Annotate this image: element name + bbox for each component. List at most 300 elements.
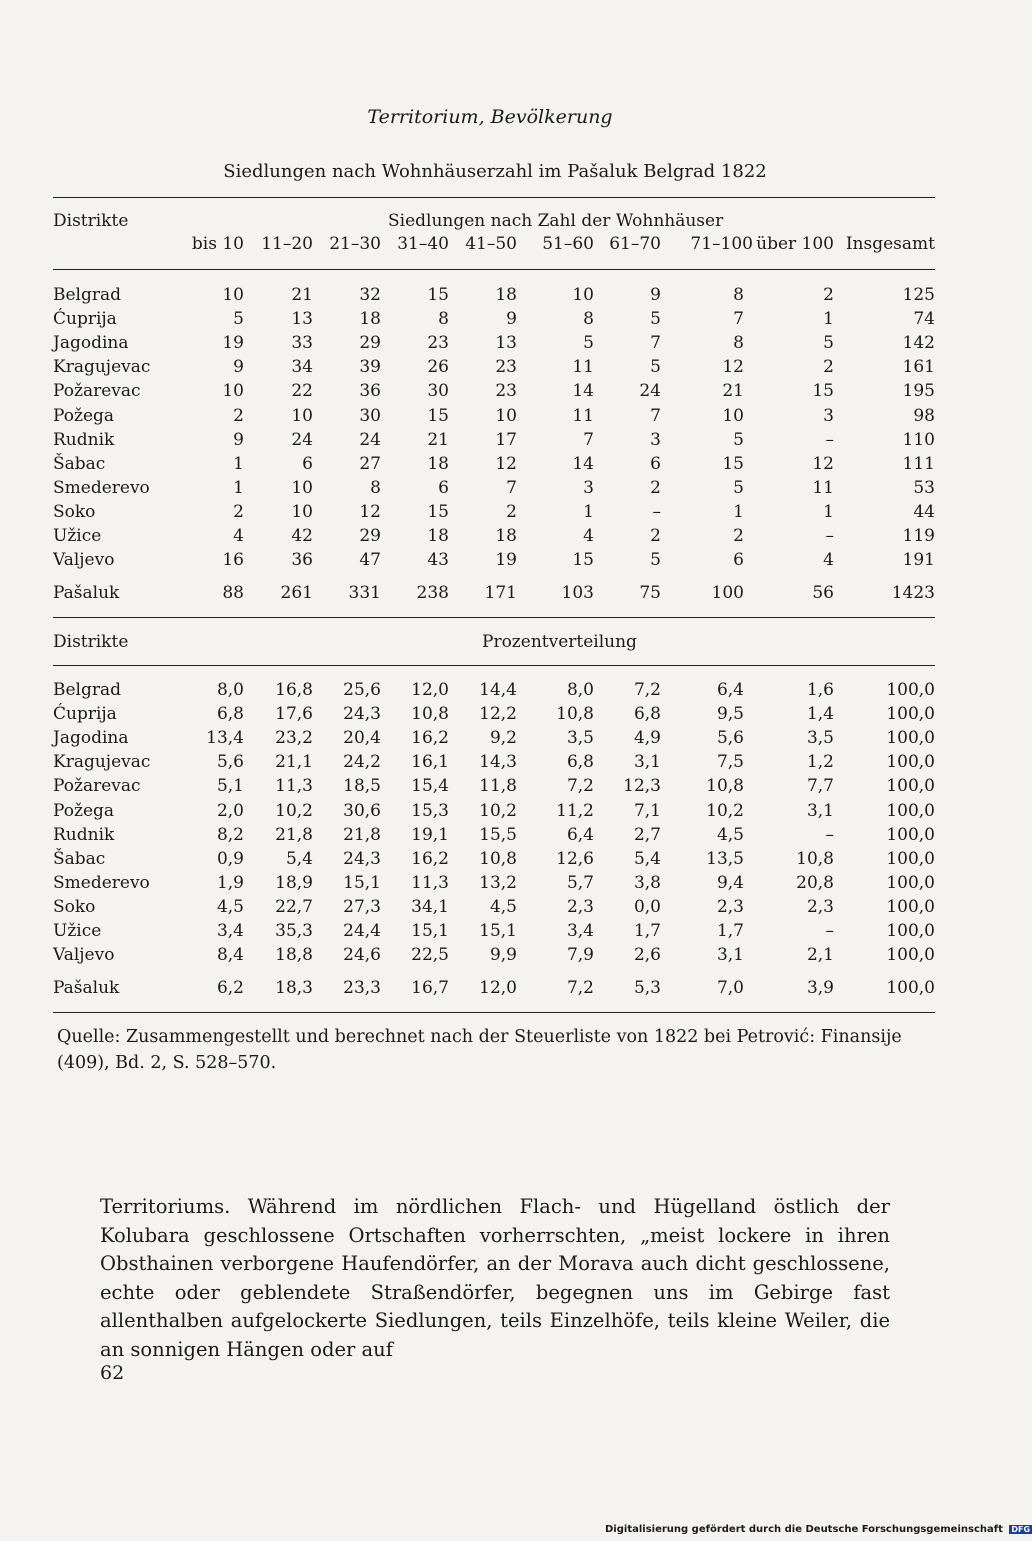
- table-cell: 14,4: [479, 680, 517, 700]
- table-cell: 16,2: [411, 728, 449, 749]
- table-cell: 8,4: [216, 945, 244, 966]
- page-number: 62: [100, 1362, 125, 1384]
- table-cell: 1,9: [216, 872, 244, 893]
- table-cell: 15,1: [343, 872, 381, 893]
- table-cell: 29: [359, 526, 381, 546]
- table-cell: 2,0: [216, 800, 244, 821]
- table-cell: 6,8: [633, 704, 661, 725]
- district-name: Jagodina: [53, 728, 129, 749]
- table-cell: 7,2: [566, 978, 594, 998]
- table-cell: 20,8: [796, 872, 834, 893]
- districts-header: Distrikte: [53, 211, 129, 231]
- table-cell: 1: [233, 453, 244, 474]
- table-cell: 191: [902, 550, 935, 571]
- table-cell: 21,8: [343, 824, 381, 845]
- table-cell: 7,9: [566, 945, 594, 966]
- column-header: über 100: [756, 234, 834, 254]
- table-cell: 10: [222, 381, 244, 402]
- table-cell: –: [652, 501, 661, 522]
- table-cell: 3: [823, 405, 834, 426]
- table-cell: 6: [438, 477, 449, 498]
- table-cell: 110: [902, 429, 935, 450]
- table-cell: 100,0: [886, 776, 935, 797]
- table-cell: 6: [302, 453, 313, 474]
- table-cell: 88: [222, 583, 244, 603]
- table-cell: 3,5: [566, 728, 594, 749]
- table-cell: 5: [650, 357, 661, 378]
- table-cell: 100: [711, 583, 744, 603]
- table-cell: 5,6: [216, 752, 244, 773]
- table-cell: 7: [650, 405, 661, 426]
- table-row: [53, 357, 937, 381]
- table-cell: 103: [561, 583, 594, 603]
- table-cell: –: [825, 824, 834, 845]
- table-cell: 6,4: [716, 680, 744, 700]
- table-cell: 100,0: [886, 978, 935, 998]
- table-cell: 3: [650, 429, 661, 450]
- table-cell: 13,2: [479, 872, 517, 893]
- table-cell: 9,9: [489, 945, 517, 966]
- table-cell: 9: [506, 309, 517, 330]
- district-name: Požega: [53, 405, 115, 426]
- table-cell: 42: [291, 526, 313, 546]
- table-title: Siedlungen nach Wohnhäuserzahl im Pašaluk Belgrad 1822: [223, 161, 767, 182]
- table-cell: 6,8: [216, 704, 244, 725]
- table-cell: 1: [583, 501, 594, 522]
- table-row: [53, 526, 937, 550]
- table-cell: 5: [650, 550, 661, 571]
- table-cell: 6,8: [566, 752, 594, 773]
- table-cell: 15,1: [411, 921, 449, 941]
- table-row: [53, 406, 937, 430]
- table-cell: 24,2: [343, 752, 381, 773]
- table-cell: 8,2: [216, 824, 244, 845]
- table-cell: 3,8: [633, 872, 661, 893]
- table-cell: 10,8: [411, 704, 449, 725]
- table-cell: 9: [233, 429, 244, 450]
- table-cell: 8: [733, 333, 744, 354]
- table-cell: 8: [370, 477, 381, 498]
- table-cell: 0,0: [633, 896, 661, 917]
- district-name: Požarevac: [53, 381, 141, 402]
- table-cell: 9: [650, 285, 661, 305]
- table-row: [53, 849, 937, 873]
- table-cell: 12: [722, 357, 744, 378]
- table-cell: 4: [823, 550, 834, 571]
- table-cell: 10,2: [275, 800, 313, 821]
- table-cell: 12,0: [479, 978, 517, 998]
- district-name: Užice: [53, 526, 102, 546]
- table-cell: 7,7: [806, 776, 834, 797]
- table-cell: 23: [495, 381, 517, 402]
- district-name: Belgrad: [53, 680, 122, 700]
- table-cell: 15,3: [411, 800, 449, 821]
- percent-header-rule: [53, 665, 935, 666]
- table-cell: 5,6: [716, 728, 744, 749]
- table-cell: 24,3: [343, 704, 381, 725]
- table-cell: 18,8: [275, 945, 313, 966]
- table-cell: 12: [812, 453, 834, 474]
- table-cell: 3,5: [806, 728, 834, 749]
- table-cell: 18: [495, 526, 517, 546]
- percent-districts-header: Distrikte: [53, 632, 129, 652]
- table-cell: 7: [506, 477, 517, 498]
- table-cell: 10,2: [706, 800, 744, 821]
- district-name: Šabac: [53, 453, 106, 474]
- table-cell: 32: [359, 285, 381, 305]
- table-cell: 16: [222, 550, 244, 571]
- table-cell: 18: [495, 285, 517, 305]
- table-cell: 13: [291, 309, 313, 330]
- district-name: Valjevo: [53, 945, 115, 966]
- column-header: Insgesamt: [845, 234, 935, 254]
- district-name: Valjevo: [53, 550, 115, 571]
- table-cell: 21: [722, 381, 744, 402]
- table-cell: 7,5: [716, 752, 744, 773]
- table-cell: 15: [427, 501, 449, 522]
- district-name: Požarevac: [53, 776, 141, 797]
- table-cell: 10: [722, 405, 744, 426]
- table-cell: 39: [359, 357, 381, 378]
- table-cell: 21: [427, 429, 449, 450]
- table-cell: 53: [913, 477, 935, 498]
- table-row: [53, 945, 937, 969]
- table-cell: 5: [233, 309, 244, 330]
- table-cell: 5: [733, 477, 744, 498]
- table-cell: 24: [359, 429, 381, 450]
- table-row: [53, 430, 937, 454]
- table-cell: 2,7: [633, 824, 661, 845]
- table-cell: 4,5: [489, 896, 517, 917]
- table-cell: 6: [733, 550, 744, 571]
- table-top-rule: [53, 197, 935, 198]
- table-cell: 34,1: [411, 896, 449, 917]
- table-cell: 4: [233, 526, 244, 546]
- table-cell: 3,4: [216, 921, 244, 941]
- table-cell: 24: [291, 429, 313, 450]
- table-cell: 27,3: [343, 896, 381, 917]
- table-cell: 2: [650, 526, 661, 546]
- district-name: Ćuprija: [53, 309, 117, 330]
- table-cell: 4,9: [633, 728, 661, 749]
- table-cell: 10,8: [479, 848, 517, 869]
- table-cell: 18: [427, 453, 449, 474]
- table-cell: 4,5: [216, 896, 244, 917]
- table-cell: 10,8: [556, 704, 594, 725]
- table-cell: 13: [495, 333, 517, 354]
- column-header: 21–30: [329, 234, 381, 254]
- table-cell: 4,5: [716, 824, 744, 845]
- table-cell: 15,4: [411, 776, 449, 797]
- table-row: [53, 502, 937, 526]
- table-cell: 21,1: [275, 752, 313, 773]
- table-row: [53, 921, 937, 945]
- table-row: [53, 550, 937, 574]
- column-header: 51–60: [542, 234, 594, 254]
- table-cell: 142: [902, 333, 935, 354]
- table-cell: 10: [291, 501, 313, 522]
- table-cell: 8,0: [566, 680, 594, 700]
- table-cell: 100,0: [886, 921, 935, 941]
- table-bottom-rule: [53, 1012, 935, 1013]
- table-cell: 12: [359, 501, 381, 522]
- table-cell: 2: [506, 501, 517, 522]
- table-cell: 1423: [891, 583, 935, 603]
- table-cell: 12,3: [623, 776, 661, 797]
- table-cell: 22,5: [411, 945, 449, 966]
- group-header: Siedlungen nach Zahl der Wohnhäuser: [388, 211, 724, 231]
- table-cell: 9,5: [716, 704, 744, 725]
- table-cell: 23,2: [275, 728, 313, 749]
- table-cell: 100,0: [886, 800, 935, 821]
- table-cell: 1: [233, 477, 244, 498]
- table-cell: 2,3: [716, 896, 744, 917]
- table-cell: 15: [812, 381, 834, 402]
- table-cell: 10,8: [706, 776, 744, 797]
- table-cell: –: [825, 526, 834, 546]
- table-row: [53, 454, 937, 478]
- table-cell: –: [825, 921, 834, 941]
- percent-group-header: Prozentverteilung: [482, 632, 637, 652]
- table-cell: 100,0: [886, 848, 935, 869]
- table-cell: 2: [233, 405, 244, 426]
- district-name: Rudnik: [53, 824, 115, 845]
- footer-text: Digitalisierung gefördert durch die Deutsche Forschungsgemeinschaft: [605, 1524, 1003, 1535]
- table-cell: 18,9: [275, 872, 313, 893]
- column-header: 71–100: [690, 234, 753, 254]
- table-cell: 21: [291, 285, 313, 305]
- table-cell: 1,7: [633, 921, 661, 941]
- table-cell: 21,8: [275, 824, 313, 845]
- table-cell: 331: [348, 583, 381, 603]
- table-cell: 29: [359, 333, 381, 354]
- table-cell: 261: [280, 583, 313, 603]
- district-name: Šabac: [53, 848, 106, 869]
- table-cell: 16,1: [411, 752, 449, 773]
- table-cell: 7,2: [633, 680, 661, 700]
- dfg-logo: DFG: [1011, 1524, 1031, 1534]
- table-cell: 11: [572, 405, 594, 426]
- table-cell: 2,1: [806, 945, 834, 966]
- table-cell: 1,7: [716, 921, 744, 941]
- table-cell: 22,7: [275, 896, 313, 917]
- table-cell: 2: [233, 501, 244, 522]
- table-cell: 5: [583, 333, 594, 354]
- table-row: [53, 309, 937, 333]
- table-cell: 24,4: [343, 921, 381, 941]
- table-cell: 3,1: [633, 752, 661, 773]
- table-cell: 12,2: [479, 704, 517, 725]
- table-cell: 111: [902, 453, 935, 474]
- table-row: [53, 801, 937, 825]
- table-cell: 2: [823, 357, 834, 378]
- column-header: 41–50: [465, 234, 517, 254]
- table-row: [53, 752, 937, 776]
- table-cell: 16,2: [411, 848, 449, 869]
- table-cell: 11: [812, 477, 834, 498]
- total-row: [53, 583, 937, 607]
- table-cell: 75: [639, 583, 661, 603]
- table-cell: 10,8: [796, 848, 834, 869]
- table-cell: 74: [913, 309, 935, 330]
- table-cell: 100,0: [886, 824, 935, 845]
- table-cell: 161: [902, 357, 935, 378]
- table-cell: 8: [438, 309, 449, 330]
- table-cell: 100,0: [886, 872, 935, 893]
- table-cell: 9: [233, 357, 244, 378]
- table-cell: 3: [583, 477, 594, 498]
- table-cell: 18,5: [343, 776, 381, 797]
- district-name: Soko: [53, 896, 96, 917]
- table-cell: 100,0: [886, 752, 935, 773]
- table-cell: 10: [291, 477, 313, 498]
- table-cell: 119: [902, 526, 935, 546]
- table-cell: 1: [823, 501, 834, 522]
- table-cell: 100,0: [886, 680, 935, 700]
- table-cell: 19,1: [411, 824, 449, 845]
- table-cell: 10: [291, 405, 313, 426]
- table-cell: 16,8: [275, 680, 313, 700]
- table-cell: 47: [359, 550, 381, 571]
- table-cell: 1,4: [806, 704, 834, 725]
- table-cell: 36: [359, 381, 381, 402]
- column-header: 61–70: [609, 234, 661, 254]
- table-cell: 12,6: [556, 848, 594, 869]
- table-cell: 12: [495, 453, 517, 474]
- source-note: Quelle: Zusammengestellt und berechnet nach der Steuerliste von 1822 bei Petrović: Finansije (409), Bd. 2, S. 528–570.: [57, 1027, 902, 1073]
- table-cell: 5,3: [633, 978, 661, 998]
- table-cell: 11,2: [556, 800, 594, 821]
- table-cell: 5: [823, 333, 834, 354]
- table-row: [53, 478, 937, 502]
- table-cell: 10: [572, 285, 594, 305]
- table-cell: 14: [572, 381, 594, 402]
- district-name: Pašaluk: [53, 978, 120, 998]
- district-name: Jagodina: [53, 333, 129, 354]
- total-row: [53, 978, 937, 1002]
- table-cell: 12,0: [411, 680, 449, 700]
- table-cell: 7,1: [633, 800, 661, 821]
- table-cell: 5,1: [216, 776, 244, 797]
- table-cell: 30: [359, 405, 381, 426]
- district-name: Smederevo: [53, 872, 150, 893]
- table-row: [53, 728, 937, 752]
- table-cell: 27: [359, 453, 381, 474]
- table-cell: 10,2: [479, 800, 517, 821]
- table-cell: 19: [495, 550, 517, 571]
- table-cell: 24,3: [343, 848, 381, 869]
- district-name: Kragujevac: [53, 752, 151, 773]
- district-name: Smederevo: [53, 477, 150, 498]
- table-cell: 7: [733, 309, 744, 330]
- table-cell: 43: [427, 550, 449, 571]
- table-cell: 2,3: [806, 896, 834, 917]
- table-cell: 24: [639, 381, 661, 402]
- table-cell: 8: [733, 285, 744, 305]
- table-cell: 17: [495, 429, 517, 450]
- district-name: Ćuprija: [53, 704, 117, 725]
- table-cell: 8: [583, 309, 594, 330]
- district-name: Belgrad: [53, 285, 122, 305]
- table-cell: 34: [291, 357, 313, 378]
- table-cell: 6: [650, 453, 661, 474]
- table-cell: 33: [291, 333, 313, 354]
- table-row: [53, 680, 937, 704]
- table-cell: 2,3: [566, 896, 594, 917]
- table-cell: 11,3: [275, 776, 313, 797]
- table-row: [53, 285, 937, 309]
- table-cell: 100,0: [886, 945, 935, 966]
- header-rule: [53, 269, 935, 270]
- district-name: Soko: [53, 501, 96, 522]
- percent-top-rule: [53, 617, 935, 618]
- table-cell: 13,5: [706, 848, 744, 869]
- table-cell: 19: [222, 333, 244, 354]
- table-cell: 4: [583, 526, 594, 546]
- table-cell: 1: [733, 501, 744, 522]
- table-cell: 25,6: [343, 680, 381, 700]
- table-cell: 125: [902, 285, 935, 305]
- table-row: [53, 873, 937, 897]
- table-cell: 36: [291, 550, 313, 571]
- table-cell: 238: [416, 583, 449, 603]
- table-cell: 56: [812, 583, 834, 603]
- table-cell: 7,0: [716, 978, 744, 998]
- table-cell: 6,4: [566, 824, 594, 845]
- table-cell: 3,1: [716, 945, 744, 966]
- table-cell: 5,4: [633, 848, 661, 869]
- table-cell: 24,6: [343, 945, 381, 966]
- table-cell: 195: [902, 381, 935, 402]
- district-name: Kragujevac: [53, 357, 151, 378]
- table-cell: 44: [913, 501, 935, 522]
- table-cell: 1,6: [806, 680, 834, 700]
- running-head: Territorium, Bevölkerung: [367, 106, 613, 128]
- table-cell: 14: [572, 453, 594, 474]
- table-row: [53, 825, 937, 849]
- table-row: [53, 333, 937, 357]
- table-cell: 18: [427, 526, 449, 546]
- table-cell: 23: [495, 357, 517, 378]
- table-cell: 11: [572, 357, 594, 378]
- table-cell: 23,3: [343, 978, 381, 998]
- table-cell: 9,4: [716, 872, 744, 893]
- district-name: Užice: [53, 921, 102, 941]
- table-row: [53, 776, 937, 800]
- table-cell: 98: [913, 405, 935, 426]
- table-cell: 5,4: [285, 848, 313, 869]
- table-cell: 35,3: [275, 921, 313, 941]
- table-cell: 30: [427, 381, 449, 402]
- column-header: 11–20: [261, 234, 313, 254]
- table-row: [53, 897, 937, 921]
- district-name: Rudnik: [53, 429, 115, 450]
- table-cell: 10: [222, 285, 244, 305]
- district-name: Pašaluk: [53, 583, 120, 603]
- table-cell: 10: [495, 405, 517, 426]
- table-cell: 17,6: [275, 704, 313, 725]
- table-cell: 13,4: [206, 728, 244, 749]
- table-cell: 3,9: [806, 978, 834, 998]
- table-cell: 3,4: [566, 921, 594, 941]
- table-cell: 15: [427, 405, 449, 426]
- table-cell: 2: [650, 477, 661, 498]
- table-cell: 7: [583, 429, 594, 450]
- table-cell: 23: [427, 333, 449, 354]
- body-paragraph: Territoriums. Während im nördlichen Flach- und Hügelland östlich der Kolubara geschlossene Ortschaften vorherrschten, „meist lockere in ihren Obsthainen verborgene Haufendörfer, an der Morava auch dicht geschlossene, echte oder geblendete Straßendörfer, begegnen uns im Gebirge fast allenthalben aufgelockerte Siedlungen, teils Einzelhöfe, teils kleine Weiler, die an sonnigen Hängen oder auf: [100, 1195, 890, 1361]
- table-cell: 2: [823, 285, 834, 305]
- table-cell: 1,2: [806, 752, 834, 773]
